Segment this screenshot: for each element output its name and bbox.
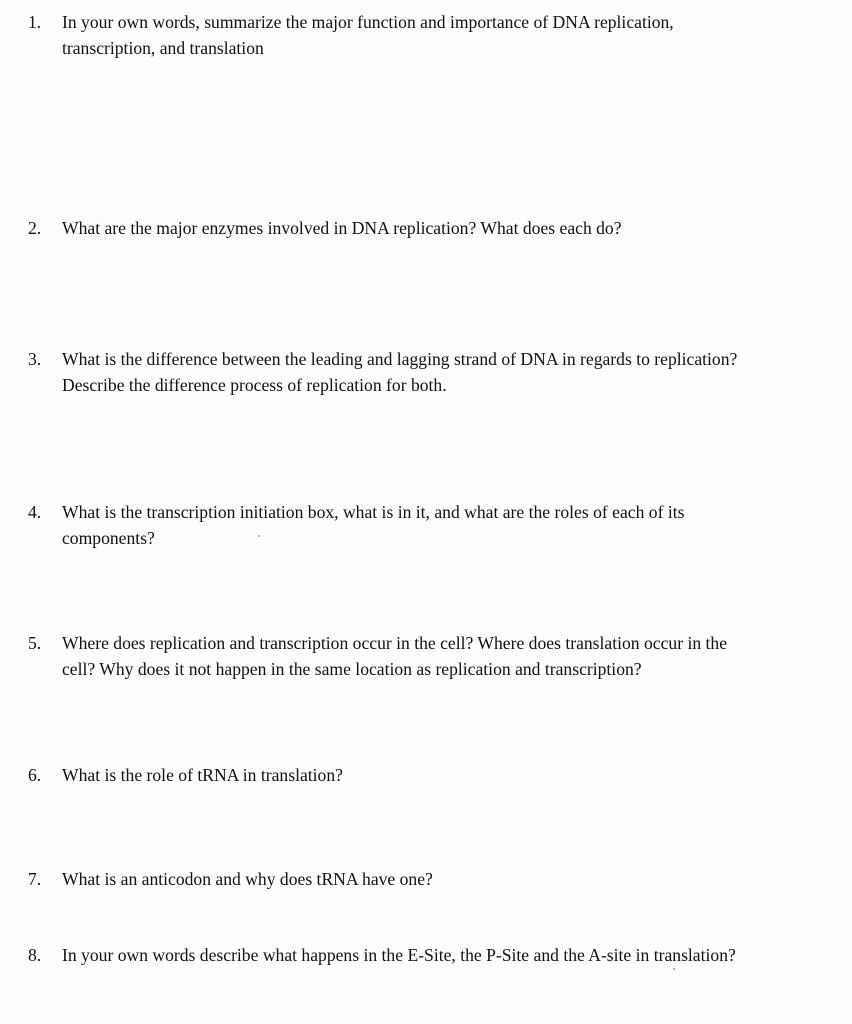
question-2 <box>28 215 844 241</box>
question-6 <box>28 762 844 788</box>
question-4 <box>28 499 844 551</box>
scan-speck <box>673 968 675 970</box>
question-text: Where does replication and transcription occur in the cell? Where does translation occur in the cell? Why does it not happen in the same location as replication and transcription? <box>62 633 728 679</box>
question-text: What is the difference between the leading and lagging strand of DNA in regards to replication? Describe the difference process of replication for both. <box>62 349 738 395</box>
question-1 <box>28 9 844 61</box>
question-text: What is the transcription initiation box, what is in it, and what are the roles of each of its components? <box>62 502 685 548</box>
question-number: 1. <box>28 12 42 32</box>
question-number: 8. <box>28 945 42 965</box>
question-number: 5. <box>28 633 42 653</box>
question-3 <box>28 346 844 398</box>
question-number: 3. <box>28 349 42 369</box>
question-5 <box>28 630 844 682</box>
question-number: 2. <box>28 218 42 238</box>
question-number: 6. <box>28 765 42 785</box>
question-text: What are the major enzymes involved in DNA replication? What does each do? <box>62 218 622 238</box>
question-number: 7. <box>28 869 42 889</box>
question-text: What is an anticodon and why does tRNA have one? <box>62 869 433 889</box>
question-8 <box>28 942 844 968</box>
scan-speck <box>258 535 260 537</box>
question-text: What is the role of tRNA in translation? <box>62 765 343 785</box>
question-text: In your own words describe what happens in the E-Site, the P-Site and the A-site in translation? <box>62 945 736 965</box>
question-number: 4. <box>28 502 42 522</box>
question-7 <box>28 866 844 892</box>
question-text: In your own words, summarize the major function and importance of DNA replication, transcription, and translation <box>62 12 674 58</box>
